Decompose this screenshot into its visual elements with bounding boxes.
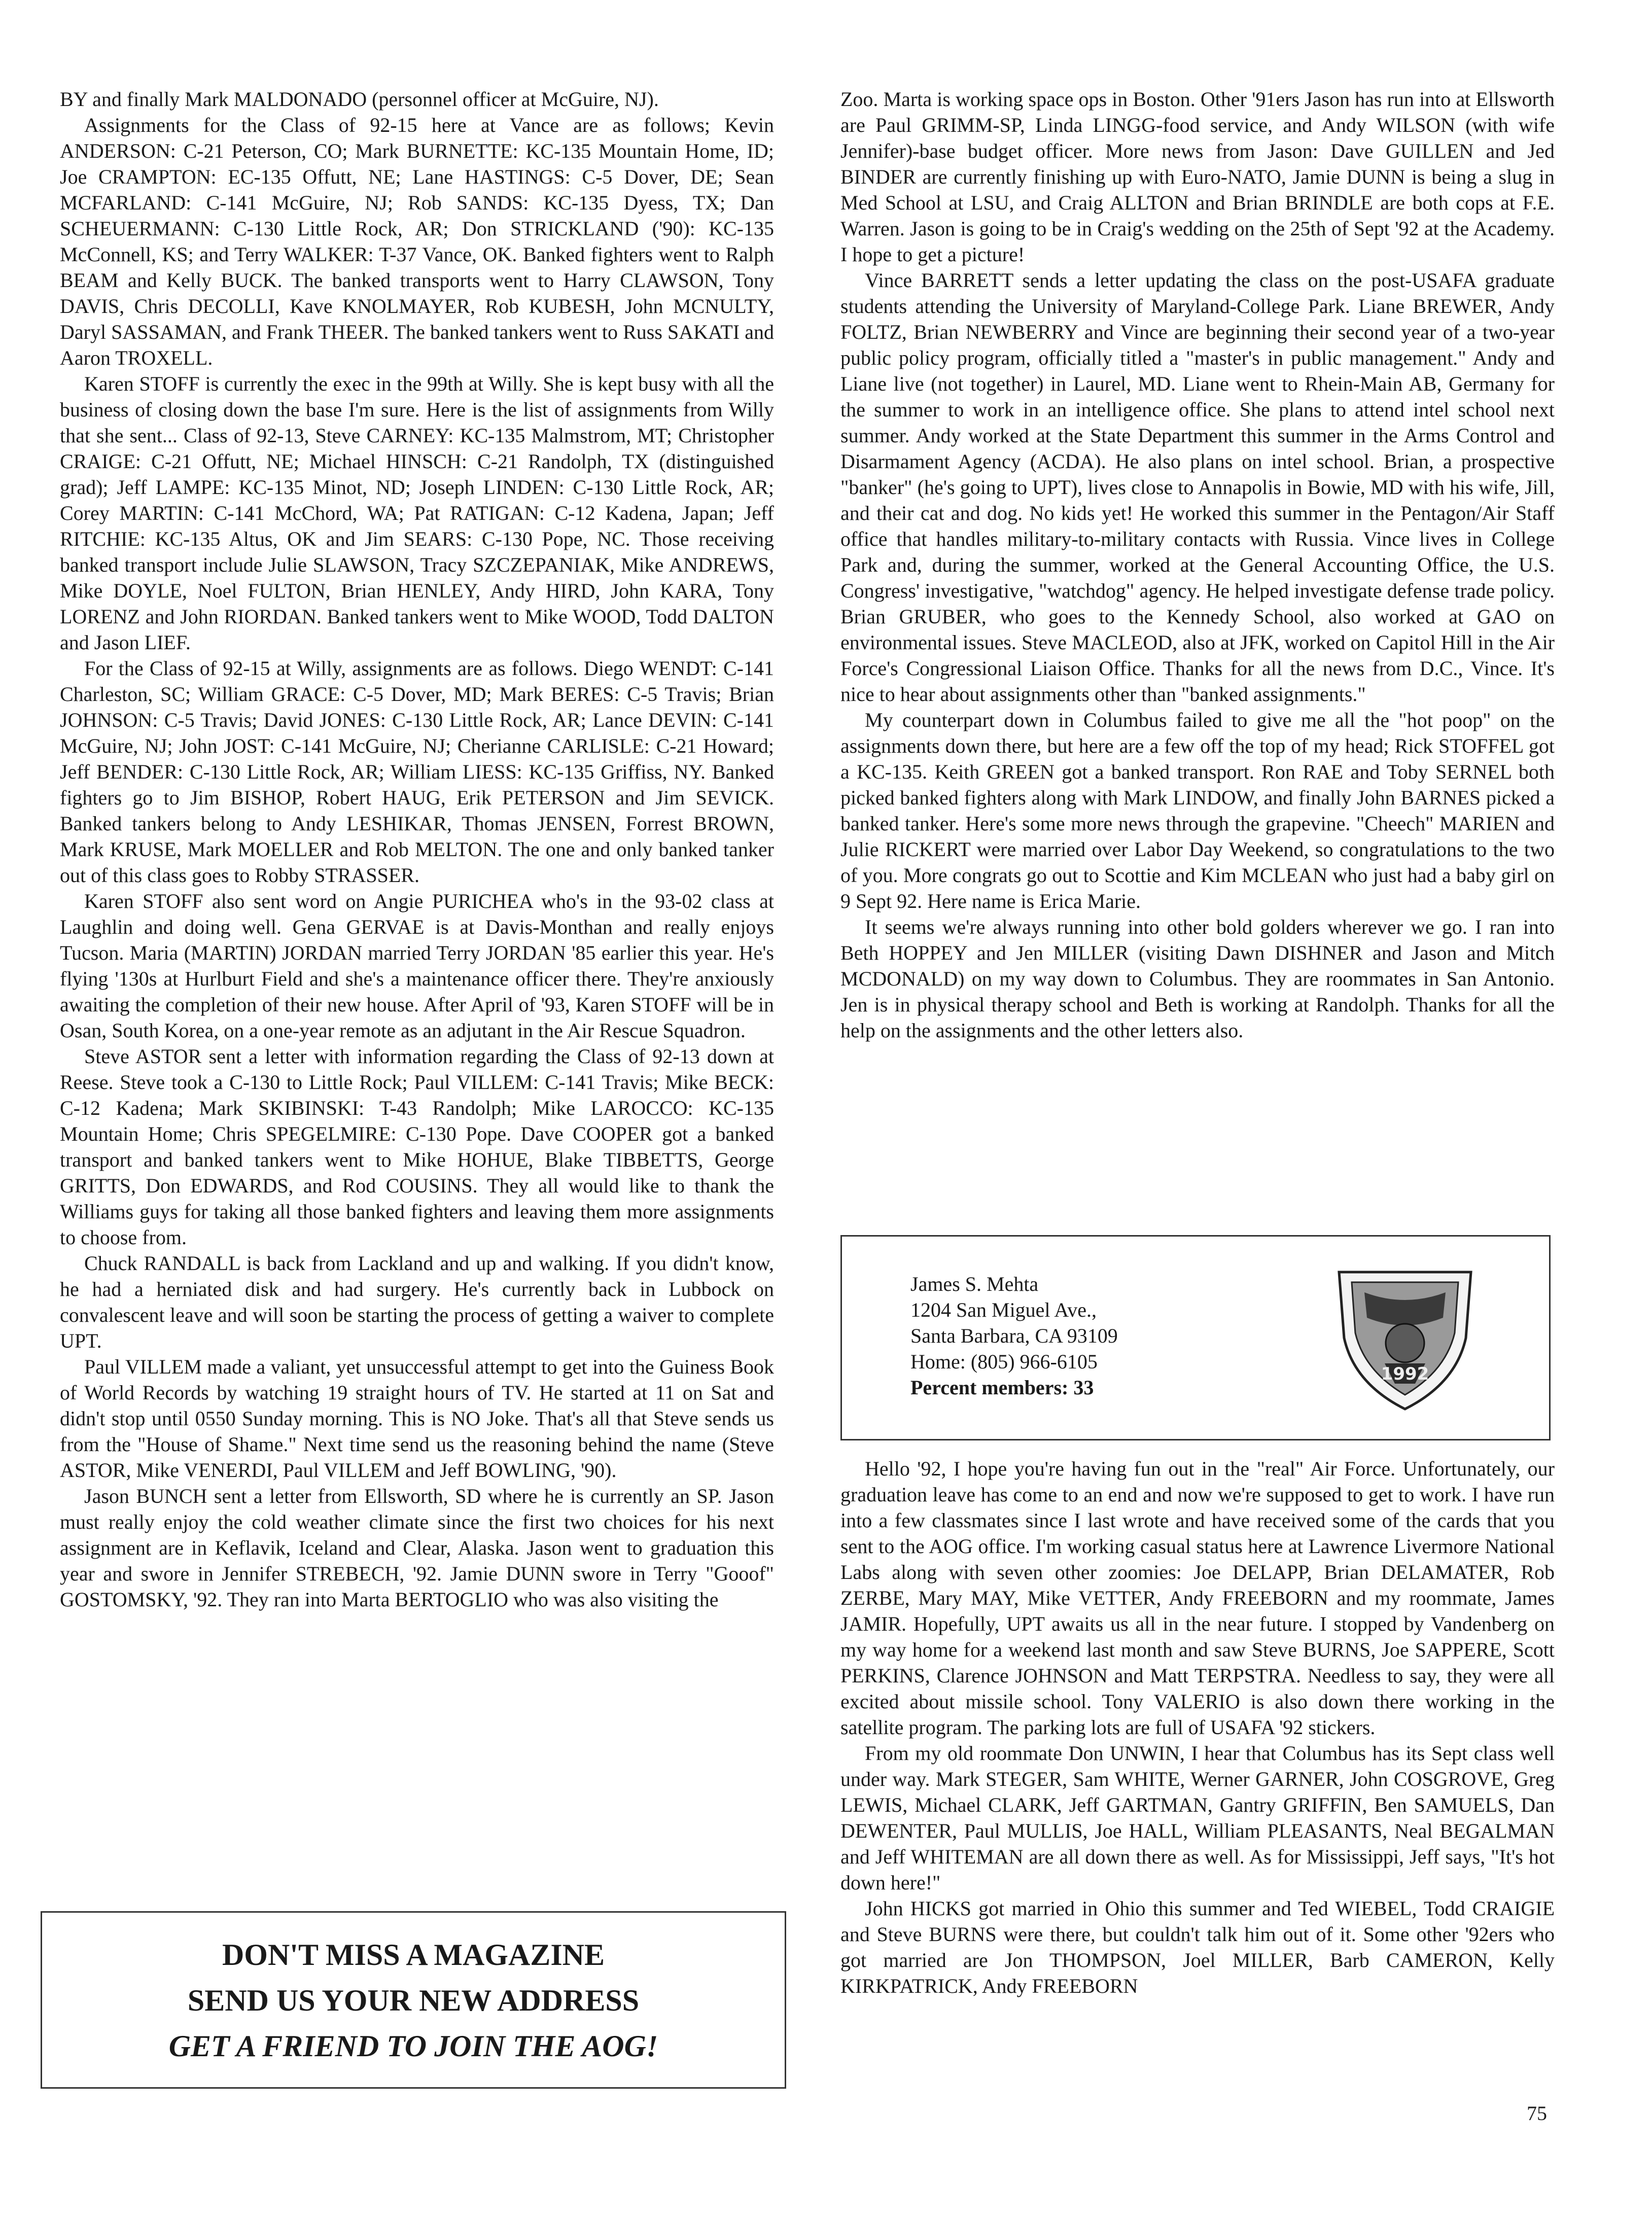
promo-line-2: SEND US YOUR NEW ADDRESS	[187, 1984, 640, 2017]
contact-city: Santa Barbara, CA 93109	[910, 1324, 1118, 1347]
paragraph: Hello '92, I hope you're having fun out in the "real" Air Force. Unfortunately, our graduation leave has come to an end and now we're supposed to get to work. I have run into a few classmates since I last wrote and have received some of the cards that you sent to the AOG office. I'm working casual status here at Lawrence Livermore National Labs along with seven other zoomies: Joe DELAPP, Brian DELAMATER, Rob ZERBE, Mary MAY, Mike VETTER, Andy FREEBORN and my roommate, James JAMIR. Hopefully, UPT awaits us all in the near future. I stopped by Vandenberg on my way home for a weekend last month and saw Steve BURNS, Joe SAPPERE, Scott PERKINS, Clarence JOHNSON and Matt TERPSTRA. Needless to say, they were all excited about missile school. Tony VALERIO is also down there working in the satellite program. The parking lots are full of USAFA '92 stickers.	[840, 1457, 1555, 1739]
contact-phone: Home: (805) 966-6105	[910, 1350, 1098, 1373]
paragraph: My counterpart down in Columbus failed to give me all the "hot poop" on the assignments down there, but here are a few off the top of my head; Rick STOFFEL got a KC-135. Keith GREEN got a banked transport. Ron RAE and Toby SERNEL both picked banked fighters along with Mark LINDOW, and finally John BARNES picked a banked tanker. Here's some more news through the grapevine. "Cheech" MARIEN and Julie RICKERT were married over Labor Day Weekend, so congratulations to the two of you. More congrats go out to Scottie and Kim MCLEAN who just had a baby girl on 9 Sept 92. Here name is Erica Marie.	[840, 709, 1555, 912]
paragraph: From my old roommate Don UNWIN, I hear that Columbus has its Sept class well under way. Mark STEGER, Sam WHITE, Werner GARNER, John COSGROVE, Greg LEWIS, Michael CLARK, Jeff GARTMAN, Gantry GRIFFIN, Ben SAMUELS, Dan DEWENTER, Paul MULLIS, Joe HALL, William PLEASANTS, Neal BEGALMAN and Jeff WHITEMAN are all down there as well. As for Mississippi, Jeff says, "It's hot down here!"	[840, 1742, 1555, 1894]
page-number: 75	[1527, 2102, 1547, 2125]
left-column	[60, 86, 774, 1612]
contact-info	[910, 1271, 1118, 1400]
paragraph: Paul VILLEM made a valiant, yet unsuccessful attempt to get into the Guiness Book of World Records by watching 19 straight hours of TV. He started at 11 on Sat and didn't stop until 0550 Sunday morning. This is NO Joke. That's all that Steve sends us from the "House of Shame." Next time send us the reasoning behind the name (Steve ASTOR, Mike VENERDI, Paul VILLEM and Jeff BOWLING, '90).	[60, 1355, 774, 1482]
right-column-lower	[840, 1456, 1555, 1999]
promo-line-3: GET A FRIEND TO JOIN THE AOG!	[168, 2029, 658, 2063]
promo-box	[41, 1911, 786, 2089]
paragraph: Karen STOFF also sent word on Angie PURICHEA who's in the 93-02 class at Laughlin and doing well. Gena GERVAE is at Davis-Monthan and really enjoys Tucson. Maria (MARTIN) JORDAN married Terry JORDAN '85 earlier this year. He's flying '130s at Hurlburt Field and she's a maintenance officer there. They're anxiously awaiting the completion of their new house. After April of '93, Karen STOFF will be in Osan, South Korea, on a one-year remote as an adjutant in the Air Rescue Squadron.	[60, 890, 774, 1042]
right-column	[840, 86, 1555, 1043]
crest-year: 1992	[1381, 1364, 1429, 1384]
paragraph: Chuck RANDALL is back from Lackland and up and walking. If you didn't know, he had a herniated disk and had surgery. He's currently back in Lubbock on convalescent leave and will soon be starting the process of getting a waiver to complete UPT.	[60, 1252, 774, 1352]
paragraph: Steve ASTOR sent a letter with information regarding the Class of 92-13 down at Reese. Steve took a C-130 to Little Rock; Paul VILLEM: C-141 Travis; Mike BECK: C-12 Kadena; Mark SKIBINSKI: T-43 Randolph; Mike LAROCCO: KC-135 Mountain Home; Chris SPEGELMIRE: C-130 Pope. Dave COOPER got a banked transport and banked tankers went to Mike HOHUE, Blake TIBBETTS, George GRITTS, Don EDWARDS, and Rod COUSINS. They all would like to thank the Williams guys for taking all those banked fighters and leaving them more assignments to choose from.	[60, 1045, 774, 1249]
contact-street: 1204 San Miguel Ave.,	[910, 1298, 1097, 1321]
paragraph: Vince BARRETT sends a letter updating the class on the post-USAFA graduate students attending the University of Maryland-College Park. Liane BREWER, Andy FOLTZ, Brian NEWBERRY and Vince are beginning their second year of a two-year public policy program, officially titled a "master's in public management." Andy and Liane live (not together) in Laurel, MD. Liane went to Rhein-Main AB, Germany for the summer to work in an intelligence office. She plans to attend intel school next summer. Andy worked at the State Department this summer in the Arms Control and Disarmament Agency (ACDA). He also plans on intel school. Brian, a prospective "banker" (he's going to UPT), lives close to Annapolis in Bowie, MD with his wife, Jill, and their cat and dog. No kids yet! He worked this summer in the Pentagon/Air Staff office that handles military-to-military contacts with Russia. Vince lives in College Park and, during the summer, worked at the General Accounting Office, the U.S. Congress' investigative, "watchdog" agency. He helped investigate defense trade policy. Brian GRUBER, who goes to the Kennedy School, also worked at GAO on environmental issues. Steve MACLEOD, also at JFK, worked on Capitol Hill in the Air Force's Congressional Liaison Office. Thanks for all the news from D.C., Vince. It's nice to hear about assignments other than "banked assignments."	[840, 269, 1555, 706]
paragraph: BY and finally Mark MALDONADO (personnel officer at McGuire, NJ).	[60, 88, 659, 111]
class-crest-icon	[1329, 1262, 1481, 1414]
class-secretary-box	[840, 1235, 1551, 1440]
paragraph: Jason BUNCH sent a letter from Ellsworth, SD where he is currently an SP. Jason must really enjoy the cold weather climate since the first two choices for his next assignment are in Keflavik, Iceland and Clear, Alaska. Jason went to graduation this year and swore in Jennifer STREBECH, '92. Jamie DUNN swore in Terry "Gooof" GOSTOMSKY, '92. They ran into Marta BERTOGLIO who was also visiting the	[60, 1485, 774, 1611]
promo-line-1: DON'T MISS A MAGAZINE	[222, 1938, 605, 1972]
paragraph: Karen STOFF is currently the exec in the 99th at Willy. She is kept busy with all the business of closing down the base I'm sure. Here is the list of assignments from Willy that she sent... Class of 92-13, Steve CARNEY: KC-135 Malmstrom, MT; Christopher CRAIGE: C-21 Offutt, NE; Michael HINSCH: C-21 Randolph, TX (distinguished grad); Jeff LAMPE: KC-135 Minot, ND; Joseph LINDEN: C-130 Little Rock, AR; Corey MARTIN: C-141 McChord, WA; Pat RATIGAN: C-12 Kadena, Japan; Jeff RITCHIE: KC-135 Altus, OK and Jim SEARS: C-130 Pope, NC. Those receiving banked transport include Julie SLAWSON, Tracy SZCZEPANIAK, Mike ANDREWS, Mike DOYLE, Noel FULTON, Brian HENLEY, Andy HIRD, John KARA, Tony LORENZ and John RIORDAN. Banked tankers went to Mike WOOD, Todd DALTON and Jason LIEF.	[60, 372, 774, 654]
paragraph: John HICKS got married in Ohio this summer and Ted WIEBEL, Todd CRAIGIE and Steve BURNS were there, but couldn't talk him out of it. Some other '92ers who got married are Jon THOMPSON, Joel MILLER, Barb CAMERON, Kelly KIRKPATRICK, Andy FREEBORN	[840, 1897, 1555, 1997]
paragraph: It seems we're always running into other bold golders wherever we go. I ran into Beth HOPPEY and Jen MILLER (visiting Dawn DISHNER and Jason and Mitch MCDONALD) on my way down to Columbus. They are roommates in San Antonio. Jen is in physical therapy school and Beth is working at Randolph. Thanks for all the help on the assignments and the other letters also.	[840, 916, 1555, 1042]
percent-members: Percent members: 33	[910, 1376, 1094, 1399]
paragraph: Assignments for the Class of 92-15 here at Vance are as follows; Kevin ANDERSON: C-21 Peterson, CO; Mark BURNETTE: KC-135 Mountain Home, ID; Joe CRAMPTON: EC-135 Offutt, NE; Lane HASTINGS: C-5 Dover, DE; Sean MCFARLAND: C-141 McGuire, NJ; Rob SANDS: KC-135 Dyess, TX; Dan SCHEUERMANN: C-130 Little Rock, AR; Don STRICKLAND ('90): KC-135 McConnell, KS; and Terry WALKER: T-37 Vance, OK. Banked fighters went to Ralph BEAM and Kelly BUCK. The banked transports went to Harry CLAWSON, Tony DAVIS, Chris DECOLLI, Kave KNOLMAYER, Rob KUBESH, John MCNULTY, Daryl SASSAMAN, and Frank THEER. The banked tankers went to Russ SAKATI and Aaron TROXELL.	[60, 114, 774, 369]
contact-name: James S. Mehta	[910, 1273, 1039, 1295]
paragraph: Zoo. Marta is working space ops in Boston. Other '91ers Jason has run into at Ellsworth are Paul GRIMM-SP, Linda LINGG-food service, and Andy WILSON (with wife Jennifer)-base budget officer. More news from Jason: Dave GUILLEN and Jed BINDER are currently finishing up with Euro-NATO, Jamie DUNN is being a slug in Med School at LSU, and Craig ALLTON and Brian BRINDLE are both cops at F.E. Warren. Jason is going to be in Craig's wedding on the 25th of Sept '92 at the Academy. I hope to get a picture!	[840, 88, 1555, 266]
paragraph: For the Class of 92-15 at Willy, assignments are as follows. Diego WENDT: C-141 Charleston, SC; William GRACE: C-5 Dover, MD; Mark BERES: C-5 Travis; Brian JOHNSON: C-5 Travis; David JONES: C-130 Little Rock, AR; Lance DEVIN: C-141 McGuire, NJ; John JOST: C-141 McGuire, NJ; Cherianne CARLISLE: C-21 Howard; Jeff BENDER: C-130 Little Rock, AR; William LIESS: KC-135 Griffiss, NY. Banked fighters go to Jim BISHOP, Robert HAUG, Erik PETERSON and Jim SEVICK. Banked tankers belong to Andy LESHIKAR, Thomas JENSEN, Forrest BROWN, Mark KRUSE, Mark MOELLER and Rob MELTON. The one and only banked tanker out of this class goes to Robby STRASSER.	[60, 657, 774, 887]
